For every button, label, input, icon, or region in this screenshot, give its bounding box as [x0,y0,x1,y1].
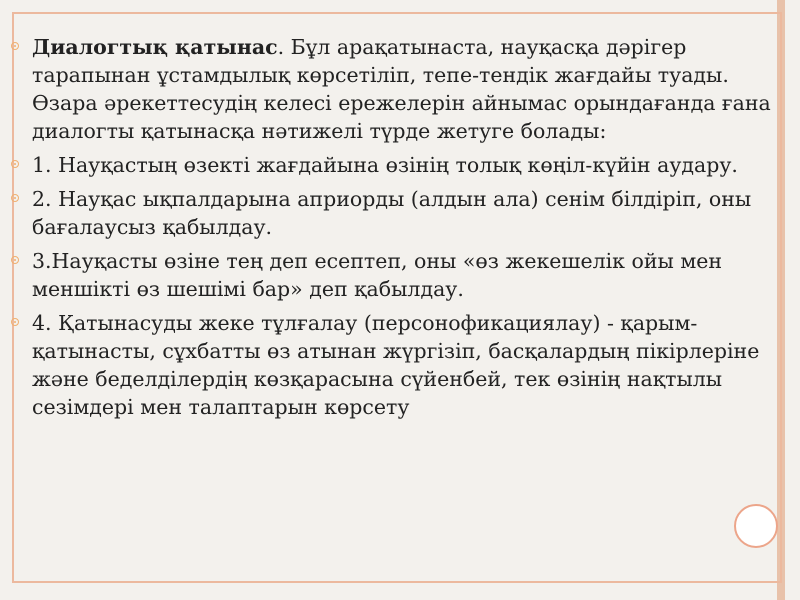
bullet-icon [11,160,19,168]
bullet-icon [11,318,19,326]
bullet-icon [11,194,19,202]
term-heading: Диалогтық қатынас [32,35,278,59]
list-item-text: . Бұл арақатынаста, науқасқа дәрігер тарапынан ұстамдылық көрсетіліп, тепе-тендік жағдайы туады. Өзара әрекеттесудің келесі ережелерін айнымас орындағанда ғана диалогты қатынасқа нәтижелі түрде жетуге болады: [32,35,771,143]
bullet-list [32,33,792,427]
list-item [32,247,792,303]
bullet-icon [11,256,19,264]
list-item-text: 3.Науқасты өзіне тең деп есептеп, оны «өз жекешелік ойы мен меншікті өз шешімі бар» деп қабылдау. [32,249,723,301]
list-item [32,185,792,241]
bullet-icon [11,42,19,50]
list-item [32,33,792,145]
list-item-text: 2. Науқас ықпалдарына априорды (алдын ала) сенім білдіріп, оны бағалаусыз қабылдау. [32,187,752,239]
list-item-text: 1. Науқастың өзекті жағдайына өзінің толық көңіл-күйін аудару. [32,153,738,177]
list-item [32,309,792,421]
list-item [32,151,792,179]
list-item-text: 4. Қатынасуды жеке тұлғалау (персонофикациялау) - қарым-қатынасты, сұхбатты өз атынан жүргізіп, басқалардың пікірлеріне және беделділердің көзқарасына сүйенбей, тек өзінің нақтылы сезімдері мен талаптарын көрсету [32,311,760,419]
decorative-circle [734,504,778,548]
